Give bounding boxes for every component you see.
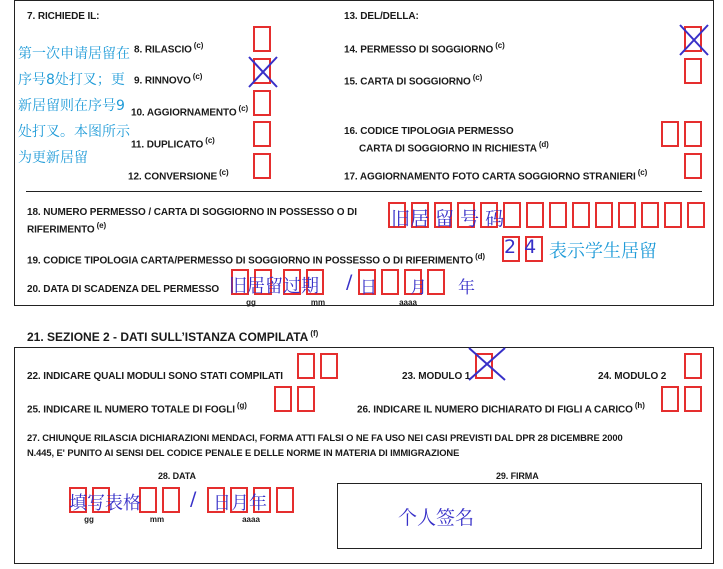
expiry-slash: / (346, 271, 353, 293)
expiry-day: 日 (360, 278, 377, 298)
signature-box[interactable] (337, 483, 702, 549)
f22-label: 22. INDICARE QUALI MODULI SONO STATI COMPILATI (27, 371, 283, 382)
f28-mm-caption: mm (149, 515, 165, 524)
f15-label: 15. CARTA DI SOGGIORNO $^{(c)}$ (344, 73, 483, 88)
f20-year-box-2[interactable] (381, 269, 399, 295)
f20-mm-caption: mm (310, 298, 326, 307)
f11-label: 11. DUPLICATO $^{(c)}$ (131, 136, 215, 151)
annotation-note (18, 41, 130, 171)
f10-checkbox[interactable] (253, 90, 271, 116)
old-number-annotation: 旧居 留 号 码 (391, 208, 505, 230)
f18-label: 18. NUMERO PERMESSO / CARTA DI SOGGIORNO IN POSSESSO O DI RIFERIMENTO $^{(e)}$ (27, 207, 357, 236)
f20-year-box-4[interactable] (427, 269, 445, 295)
f18-char-box[interactable] (641, 202, 659, 228)
f18-char-box[interactable] (687, 202, 705, 228)
f14-cross-mark (678, 23, 710, 57)
f24-checkbox[interactable] (684, 353, 702, 379)
f24-label: 24. MODULO 2 (598, 371, 667, 382)
f23-label: 23. MODULO 1 (402, 371, 471, 382)
section2-title: 21. SEZIONE 2 - DATI SULL’ISTANZA COMPILATA $^{(f)}$ (27, 329, 319, 344)
f10-label: 10. AGGIORNAMENTO $^{(c)}$ (131, 104, 249, 119)
note-line: 新居留则在序号9 (18, 98, 125, 114)
f9-cross-mark (247, 55, 279, 89)
f16-code-box-2[interactable] (684, 121, 702, 147)
f17-label: 17. AGGIORNAMENTO FOTO CARTA SOGGIORNO STRANIERI $^{(c)}$ (344, 168, 648, 183)
f26-label: 26. INDICARE IL NUMERO DICHIARATO DI FIGLI A CARICO $^{(h)}$ (357, 401, 645, 416)
f18-char-box[interactable] (664, 202, 682, 228)
f17-checkbox[interactable] (684, 153, 702, 179)
f28-year-box-4[interactable] (276, 487, 294, 513)
f12-label: 12. CONVERSIONE $^{(c)}$ (128, 168, 229, 183)
f9-label: 9. RINNOVO $^{(c)}$ (134, 72, 203, 87)
f25-box-1[interactable] (274, 386, 292, 412)
f26-box-1[interactable] (661, 386, 679, 412)
f28-month-box-2[interactable] (162, 487, 180, 513)
code-meaning-annotation: 表示学生居留 (549, 241, 657, 262)
f20-aaaa-caption: aaaa (399, 298, 417, 307)
f18-char-box[interactable] (618, 202, 636, 228)
fill-date-annotation: 填写表格 (69, 493, 141, 514)
f8-checkbox[interactable] (253, 26, 271, 52)
f14-label: 14. PERMESSO DI SOGGIORNO $^{(c)}$ (344, 41, 505, 56)
f20-gg-caption: gg (246, 298, 256, 307)
f18-char-box[interactable] (595, 202, 613, 228)
f26-box-2[interactable] (684, 386, 702, 412)
signature-annotation: 个人签名 (398, 507, 475, 529)
expiry-month: 月 (410, 278, 427, 298)
note-line: 处打叉。本图所示 (18, 124, 130, 140)
f28-gg-caption: gg (84, 515, 94, 524)
f12-checkbox[interactable] (253, 153, 271, 179)
f13-label: 13. DEL/DELLA: (344, 11, 419, 22)
f22-box-1[interactable] (297, 353, 315, 379)
f22-box-2[interactable] (320, 353, 338, 379)
f20-label: 20. DATA DI SCADENZA DEL PERMESSO (27, 284, 220, 295)
f15-checkbox[interactable] (684, 58, 702, 84)
f28-month-box-1[interactable] (139, 487, 157, 513)
expiry-year: 年 (458, 278, 475, 298)
note-line: 序号8处打叉；更 (18, 72, 125, 88)
f18-char-box[interactable] (549, 202, 567, 228)
f19-label: 19. CODICE TIPOLOGIA CARTA/PERMESSO DI SOGGIORNO IN POSSESSO O DI RIFERIMENTO $^{(d)}$ (27, 252, 485, 267)
f25-label: 25. INDICARE IL NUMERO TOTALE DI FOGLI $^{(g)}$ (27, 401, 247, 416)
note-line: 第一次申请居留在 (18, 46, 130, 62)
f27-text: 27. CHIUNQUE RILASCIA DICHIARAZIONI MENDACI, FORMA ATTI FALSI O NE FA USO NEI CASI PREVISTI DAL DPR 28 DICEMBRE 2000 N.445, E' PUNITO AI SENSI DEL CODICE PENALE E DELLE NORME IN MATERIA DI IMMIGRAZIONE (27, 432, 623, 458)
f18-char-box[interactable] (503, 202, 521, 228)
f25-box-2[interactable] (297, 386, 315, 412)
f8-label: 8. RILASCIO $^{(c)}$ (134, 41, 204, 56)
f18-char-box[interactable] (526, 202, 544, 228)
f16-code-box-1[interactable] (661, 121, 679, 147)
f28-label: 28. DATA (158, 471, 196, 481)
expiry-annotation-prefix: 旧居留过期 (229, 276, 319, 297)
f28-aaaa-caption: aaaa (242, 515, 260, 524)
fill-date-rest: 日月年 (213, 493, 267, 514)
f7-label: 7. RICHIEDE IL: (27, 11, 100, 22)
code-24-value: 2 4 (504, 236, 538, 258)
f18-char-box[interactable] (572, 202, 590, 228)
fill-date-slash: / (190, 488, 197, 510)
f23-cross-mark (467, 346, 507, 382)
f11-checkbox[interactable] (253, 121, 271, 147)
divider (26, 191, 702, 192)
f29-label: 29. FIRMA (496, 471, 539, 481)
f16-label: 16. CODICE TIPOLOGIA PERMESSO CARTA DI SOGGIORNO IN RICHIESTA $^{(d)}$ (344, 126, 549, 155)
note-line: 为更新居留 (18, 150, 88, 166)
